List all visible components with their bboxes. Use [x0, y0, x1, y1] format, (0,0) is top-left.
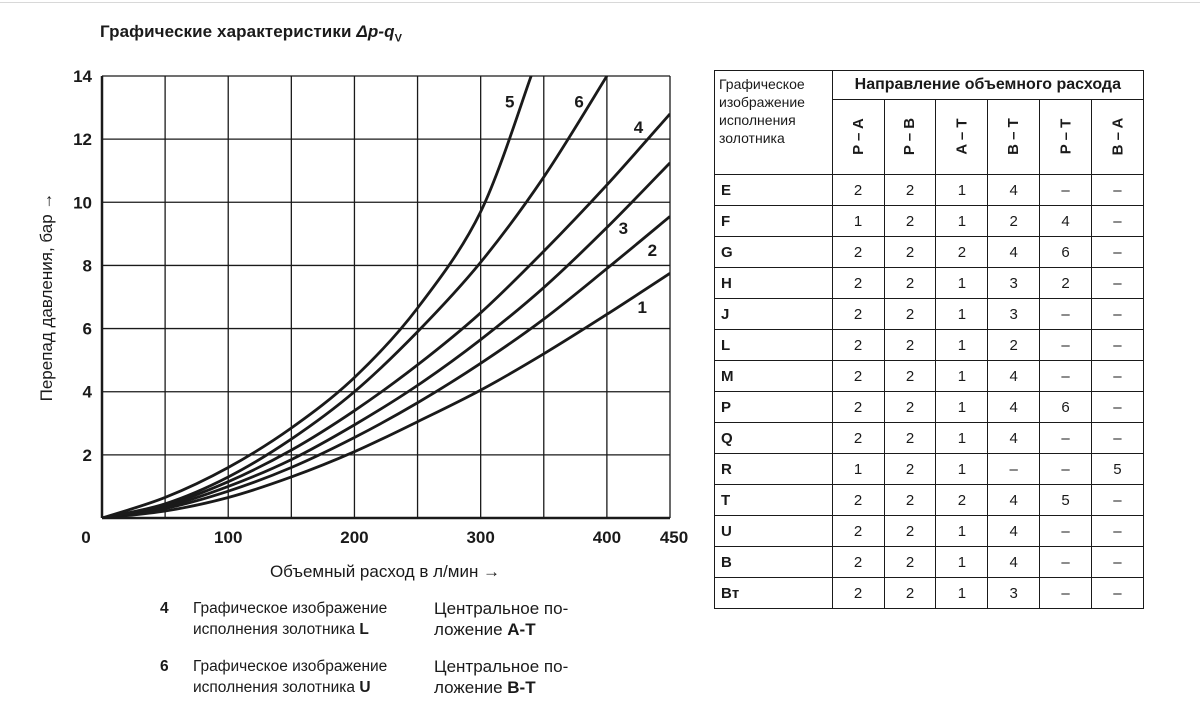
legend-spool-code: U — [359, 679, 371, 696]
table-cell: 4 — [988, 423, 1040, 454]
spool-name-cell: J — [715, 299, 833, 330]
table-corner-header: Графическое изображение исполнения золотника — [715, 71, 833, 175]
y-tick-label: 10 — [73, 193, 92, 213]
series-line-2 — [102, 216, 670, 518]
x-tick-label: 400 — [592, 528, 622, 547]
table-row — [715, 330, 1144, 361]
x-tick-label: 300 — [466, 528, 495, 547]
legend-position — [434, 656, 634, 698]
table-cell: 2 — [832, 330, 884, 361]
legend-number: 4 — [160, 600, 169, 617]
table-row — [715, 392, 1144, 423]
x-tick-label: 200 — [340, 528, 369, 547]
table-row — [715, 299, 1144, 330]
table-row — [715, 361, 1144, 392]
table-cell: – — [1091, 299, 1143, 330]
y-tick-label: 6 — [82, 319, 92, 339]
table-row — [715, 206, 1144, 237]
table-cell: 1 — [936, 454, 988, 485]
column-header: P – T — [1040, 100, 1092, 175]
table-cell: 2 — [988, 330, 1040, 361]
column-header: A – T — [936, 100, 988, 175]
legend-description — [193, 598, 428, 640]
table-cell: 2 — [884, 454, 936, 485]
column-header: P – B — [884, 100, 936, 175]
table-cell: 2 — [884, 578, 936, 609]
table-row — [715, 578, 1144, 609]
legend-pos-text: Центральное по-ложение — [434, 657, 569, 697]
table-cell: 2 — [832, 268, 884, 299]
table-cell: 2 — [884, 206, 936, 237]
title-formula: Δp-q — [356, 22, 395, 41]
table-cell: 2 — [884, 516, 936, 547]
table-cell: 2 — [832, 175, 884, 206]
spool-name-cell: F — [715, 206, 833, 237]
table-cell: 5 — [1040, 485, 1092, 516]
table-cell: 1 — [936, 516, 988, 547]
table-cell: 1 — [832, 454, 884, 485]
spool-name-cell: U — [715, 516, 833, 547]
table-cell: – — [1040, 516, 1092, 547]
table-cell: 2 — [884, 237, 936, 268]
table-cell: – — [1091, 578, 1143, 609]
table-cell: – — [988, 454, 1040, 485]
y-tick-label: 4 — [82, 382, 92, 402]
table-cell: 4 — [988, 237, 1040, 268]
table-cell: 2 — [832, 547, 884, 578]
legend-pos-text: Центральное по-ложение — [434, 599, 569, 639]
table-row — [715, 423, 1144, 454]
table-cell: – — [1091, 330, 1143, 361]
column-header: P – A — [832, 100, 884, 175]
series-line-4 — [102, 114, 670, 518]
spool-name-cell: L — [715, 330, 833, 361]
table-cell: – — [1091, 547, 1143, 578]
table-cell: 4 — [988, 392, 1040, 423]
table-cell: 2 — [988, 206, 1040, 237]
table-cell: 1 — [936, 175, 988, 206]
table-cell: 6 — [1040, 392, 1092, 423]
direction-header: Направление объемного расхода — [832, 71, 1143, 100]
legend-number: 6 — [160, 658, 169, 675]
legend-pos-code: B-T — [507, 678, 536, 697]
table-row — [715, 516, 1144, 547]
table-cell: 2 — [884, 392, 936, 423]
pressure-flow-chart — [0, 0, 700, 600]
spool-name-cell: T — [715, 485, 833, 516]
table-cell: 1 — [936, 423, 988, 454]
table-cell: 1 — [936, 578, 988, 609]
table-cell: 2 — [884, 547, 936, 578]
table-row — [715, 237, 1144, 268]
table-cell: – — [1091, 237, 1143, 268]
table-cell: – — [1040, 361, 1092, 392]
table-cell: 4 — [988, 485, 1040, 516]
column-header: B – A — [1091, 100, 1143, 175]
table-cell: – — [1091, 423, 1143, 454]
table-cell: – — [1091, 175, 1143, 206]
legend-desc-text: Графическое изображение исполнения золотника — [193, 600, 388, 638]
y-tick-label: 8 — [82, 256, 92, 276]
table-row — [715, 454, 1144, 485]
y-tick-label: 14 — [73, 67, 92, 86]
table-cell: – — [1040, 578, 1092, 609]
series-line-1 — [102, 273, 670, 518]
spool-direction-table — [714, 70, 1144, 609]
table-cell: 2 — [832, 299, 884, 330]
curve-label: 1 — [637, 297, 647, 317]
title-prefix: Графические характеристики — [100, 22, 357, 41]
table-row — [715, 268, 1144, 299]
spool-name-cell: H — [715, 268, 833, 299]
table-cell: 1 — [936, 330, 988, 361]
table-cell: – — [1040, 547, 1092, 578]
table-cell: 4 — [1040, 206, 1092, 237]
x-tick-label: 0 — [81, 528, 91, 547]
table-cell: 2 — [884, 423, 936, 454]
table-cell: 2 — [936, 485, 988, 516]
table-row — [715, 175, 1144, 206]
table-cell: – — [1091, 268, 1143, 299]
table-cell: 1 — [936, 361, 988, 392]
table-cell: – — [1040, 299, 1092, 330]
table-cell: 2 — [884, 299, 936, 330]
table-cell: 1 — [936, 268, 988, 299]
table-cell: 4 — [988, 547, 1040, 578]
legend-pos-code: A-T — [507, 620, 536, 639]
curve-label: 2 — [647, 240, 658, 260]
spool-name-cell: M — [715, 361, 833, 392]
table-cell: 2 — [832, 361, 884, 392]
table-cell: 2 — [884, 485, 936, 516]
table-cell: 2 — [884, 268, 936, 299]
table-cell: 1 — [936, 206, 988, 237]
table-cell: 2 — [884, 361, 936, 392]
table-cell: 2 — [936, 237, 988, 268]
spool-name-cell: Bт — [715, 578, 833, 609]
table-cell: – — [1040, 175, 1092, 206]
legend-spool-code: L — [359, 621, 369, 638]
table-cell: 3 — [988, 268, 1040, 299]
table-cell: 6 — [1040, 237, 1092, 268]
spool-name-cell: G — [715, 237, 833, 268]
y-axis-label: Перепад давления, бар → — [37, 192, 56, 402]
table-cell: 5 — [1091, 454, 1143, 485]
table-cell: 2 — [832, 578, 884, 609]
spool-name-cell: B — [715, 547, 833, 578]
table-row — [715, 485, 1144, 516]
legend-position — [434, 598, 634, 640]
table-cell: 1 — [832, 206, 884, 237]
column-header: B – T — [988, 100, 1040, 175]
table-cell: 1 — [936, 392, 988, 423]
spool-name-cell: E — [715, 175, 833, 206]
table-cell: 2 — [832, 516, 884, 547]
table-body — [715, 175, 1144, 609]
table-cell: 4 — [988, 361, 1040, 392]
table-cell: 2 — [832, 485, 884, 516]
curve-label: 4 — [633, 117, 644, 137]
spool-name-cell: Q — [715, 423, 833, 454]
legend-description — [193, 656, 428, 698]
table-cell: – — [1040, 454, 1092, 485]
table-cell: 2 — [832, 423, 884, 454]
table-cell: 2 — [832, 392, 884, 423]
table-cell: 2 — [832, 237, 884, 268]
spool-name-cell: P — [715, 392, 833, 423]
table-cell: 3 — [988, 299, 1040, 330]
table-cell: – — [1040, 330, 1092, 361]
table-cell: – — [1091, 392, 1143, 423]
legend-desc-text: Графическое изображение исполнения золотника — [193, 658, 388, 696]
x-tick-label: 450 — [659, 528, 689, 547]
table-cell: 1 — [936, 547, 988, 578]
table-cell: 3 — [988, 578, 1040, 609]
y-tick-label: 2 — [82, 445, 92, 465]
table-row — [715, 547, 1144, 578]
table-cell: – — [1091, 485, 1143, 516]
table-cell: 4 — [988, 175, 1040, 206]
curve-label: 6 — [574, 92, 584, 112]
series-line-3 — [102, 163, 670, 518]
title-subscript: V — [394, 32, 403, 45]
table-cell: 2 — [884, 330, 936, 361]
table-cell: – — [1091, 361, 1143, 392]
table-cell: – — [1091, 516, 1143, 547]
table-cell: – — [1040, 423, 1092, 454]
curve-label: 5 — [504, 92, 515, 112]
table-cell: 2 — [1040, 268, 1092, 299]
y-tick-label: 12 — [73, 130, 92, 150]
curve-label: 3 — [618, 218, 629, 238]
x-axis-label: Объемный расход в л/мин → — [269, 562, 501, 581]
x-tick-label: 100 — [214, 528, 243, 547]
table-cell: – — [1091, 206, 1143, 237]
table-header-row — [715, 71, 1144, 100]
spool-name-cell: R — [715, 454, 833, 485]
table-cell: 4 — [988, 516, 1040, 547]
series-line-5 — [102, 76, 531, 518]
table-cell: 2 — [884, 175, 936, 206]
table-cell: 1 — [936, 299, 988, 330]
